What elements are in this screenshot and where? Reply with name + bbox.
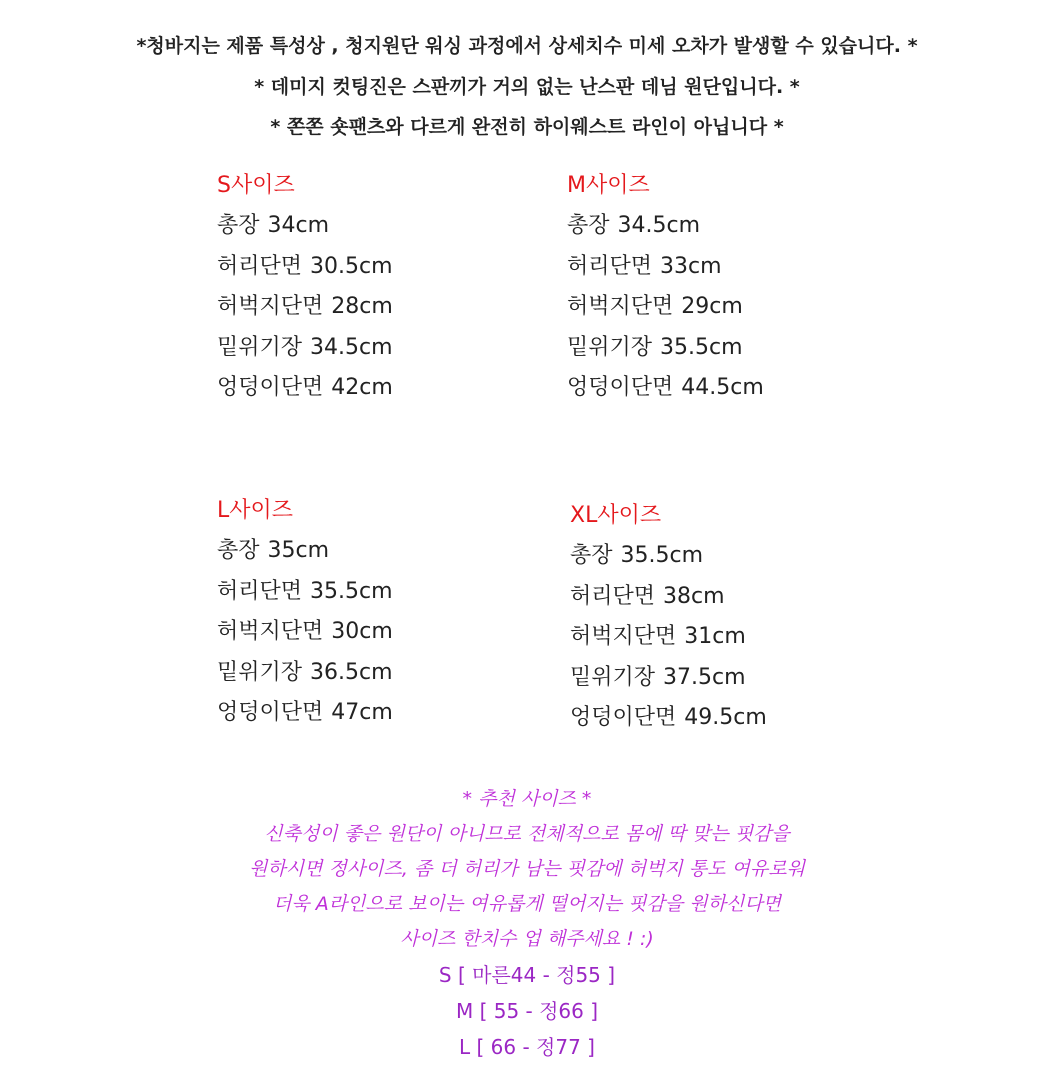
measure-label: 허리단면 (217, 253, 303, 279)
size-range-s: S [ 마른44 - 정55 ] (438, 963, 616, 987)
size-row-waist (570, 577, 900, 618)
measure-label: 총장 (567, 213, 610, 238)
measure-label: 총장 (570, 543, 613, 568)
measure-value: 33cm (660, 253, 722, 279)
measure-label: 엉덩이단면 (570, 705, 677, 730)
measure-value: 35.5cm (310, 578, 393, 604)
measure-value: 35.5cm (620, 543, 704, 568)
measure-value: 29cm (681, 294, 743, 319)
measure-label: 허벅지단면 (217, 619, 324, 644)
size-block-s (217, 166, 547, 409)
measure-value: 35cm (267, 538, 330, 563)
recommendation-heading: * 추천 사이즈 * (462, 788, 592, 810)
size-row-total-length (217, 531, 547, 572)
measure-value: 34cm (267, 213, 330, 238)
measure-label: 총장 (217, 538, 260, 563)
measure-label: 밑위기장 (217, 334, 303, 360)
size-block-l (217, 491, 547, 734)
size-row-thigh (217, 612, 547, 653)
measure-value: 37.5cm (663, 664, 746, 690)
measure-value: 34.5cm (617, 213, 701, 238)
size-row-rise (217, 328, 547, 369)
measure-value: 36.5cm (310, 659, 393, 685)
size-range-m: M [ 55 - 정66 ] (455, 999, 599, 1023)
size-block-m (567, 166, 897, 409)
measure-value: 34.5cm (310, 334, 393, 360)
measure-value: 31cm (684, 624, 746, 649)
size-row-thigh (567, 287, 897, 328)
size-block-xl (570, 496, 900, 739)
measure-label: 허벅지단면 (567, 294, 674, 319)
measure-label: 엉덩이단면 (567, 375, 674, 400)
recommendation-text-line: 원하시면 정사이즈, 좀 더 허리가 남는 핏감에 허벅지 통도 여유로워 (249, 858, 805, 880)
size-row-total-length (570, 536, 900, 577)
measure-value: 30cm (331, 619, 393, 644)
measure-label: 엉덩이단면 (217, 375, 324, 400)
measure-value: 42cm (331, 375, 393, 400)
size-row-rise (570, 658, 900, 699)
size-row-total-length (217, 206, 547, 247)
measure-label: 허벅지단면 (570, 624, 677, 649)
size-title: S사이즈 (217, 173, 295, 198)
notice-line-highwaist: * 쫀쫀 숏팬츠와 다르게 완전히 하이웨스트 라인이 아닙니다 * (270, 116, 784, 138)
size-row-rise (567, 328, 897, 369)
size-title: M사이즈 (567, 173, 650, 198)
size-row-total-length (567, 206, 897, 247)
size-row-waist (567, 247, 897, 288)
size-row-hip (217, 368, 547, 409)
recommendation-text-line: 사이즈 한치수 업 해주세요 ! :) (400, 928, 654, 950)
measure-value: 47cm (331, 700, 393, 725)
notice-line-fabric: * 데미지 컷팅진은 스판끼가 거의 없는 난스판 데님 원단입니다. * (254, 76, 800, 98)
measure-value: 44.5cm (681, 375, 764, 400)
measure-label: 총장 (217, 213, 260, 238)
recommendation-text-line: 더욱 A라인으로 보이는 여유롭게 떨어지는 핏감을 원하신다면 (272, 893, 782, 915)
measure-label: 허리단면 (567, 253, 653, 279)
size-row-waist (217, 572, 547, 613)
size-row-hip (217, 693, 547, 734)
size-row-hip (567, 368, 897, 409)
recommendation-text-line: 신축성이 좋은 원단이 아니므로 전체적으로 몸에 딱 맞는 핏감을 (264, 823, 790, 845)
notice-line-washing: *청바지는 제품 특성상 , 청지원단 워싱 과정에서 상세치수 미세 오차가 발생할 수 있습니다. * (136, 35, 918, 57)
size-title: XL사이즈 (570, 503, 662, 528)
measure-label: 허벅지단면 (217, 294, 324, 319)
measure-label: 엉덩이단면 (217, 700, 324, 725)
size-row-hip (570, 698, 900, 739)
measure-label: 밑위기장 (567, 334, 653, 360)
measure-value: 30.5cm (310, 253, 393, 279)
measure-value: 28cm (331, 294, 393, 319)
size-row-thigh (217, 287, 547, 328)
size-row-waist (217, 247, 547, 288)
measure-label: 밑위기장 (570, 664, 656, 690)
recommendation-section (0, 782, 1054, 1065)
size-title: L사이즈 (217, 498, 294, 523)
measure-label: 허리단면 (570, 583, 656, 609)
measure-value: 38cm (663, 583, 725, 609)
measure-label: 허리단면 (217, 578, 303, 604)
size-row-thigh (570, 617, 900, 658)
measure-label: 밑위기장 (217, 659, 303, 685)
size-row-rise (217, 653, 547, 694)
measure-value: 35.5cm (660, 334, 743, 360)
size-range-l: L [ 66 - 정77 ] (459, 1035, 595, 1059)
measure-value: 49.5cm (684, 705, 767, 730)
